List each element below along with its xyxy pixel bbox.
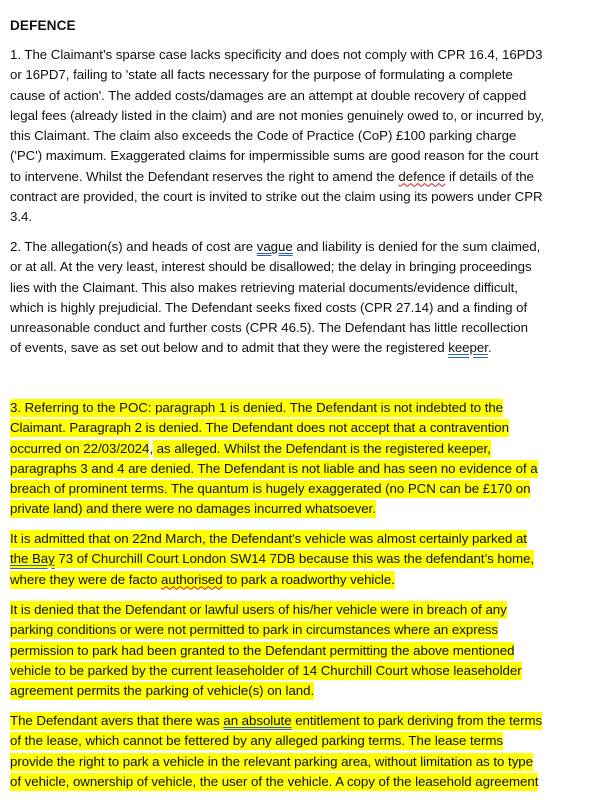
paragraph-line [10,731,595,751]
highlighted-text: It is admitted that on 22nd March, the Defendant's vehicle was almost certainly parked at [10,531,527,546]
paragraph-line [10,529,595,549]
highlighted-text: paragraphs 3 and 4 are denied. The Defendant is not liable and has seen no evidence of a [10,460,538,476]
highlighted-text: 3. Referring to the POC: paragraph 1 is denied. The Defendant is not indebted to the [10,400,504,415]
paragraph-line: contract are provided, the court is invited to strike out the claim using its powers under CPR [10,188,543,204]
paragraph-line: cause of action'. The added costs/damages are an attempt at double recovery of capped [10,87,527,103]
paragraph-line [10,711,595,731]
paragraph-line [10,237,595,257]
highlighted-text: as alleged. Whilst the Defendant is the registered keeper, [153,440,491,456]
paragraph-line [10,338,595,358]
paragraph-line [10,661,595,681]
highlighted-text: It is denied that the Defendant or lawful users of his/her vehicle were in breach of any [10,602,507,617]
paragraph-line: lies with the Claimant. This also makes retrieving material documents/evidence difficult, [10,279,518,295]
highlighted-text: of vehicle, ownership of vehicle, the user of the vehicle. A copy of the leasehold agreement [10,773,539,789]
text-run: 73 of Churchill Court London SW14 7DB because this was the defendant’s home, [54,551,535,567]
paragraph-line: 3.4. [10,209,32,224]
text-run: of events, save as set out below and to admit that they were the registered [10,340,449,356]
highlighted-text: agreement permits the parking of vehicle(s) on land. [10,683,315,698]
paragraph-line [10,681,595,701]
text-run: entitlement to park deriving from the terms [291,713,543,728]
highlighted-text: breach of prominent terms. The quantum is hugely exaggerated (no PCN can be £170 on [10,481,531,496]
highlighted-text: private land) and there were no damages incurred whatsoever. [10,501,376,517]
paragraph-line [10,570,595,590]
text-run: where they were de facto [10,571,162,587]
paragraph-line: unreasonable conduct and further costs (CPR 46.5). The Defendant has little recollection [10,320,528,335]
paragraph-line: 1. The Claimant’s sparse case lacks specificity and does not comply with CPR 16.4, 16PD3 [10,47,543,62]
text-run: The Defendant avers that there was [10,713,224,728]
paragraph-line [10,167,595,187]
highlighted-text: Claimant. Paragraph 2 is denied. The Defendant does not accept that a contravention [10,420,509,436]
highlighted-text: provide the right to park a vehicle in the relevant parking area, without limitation as to type [10,753,533,769]
paragraph-line [10,600,595,620]
grammar-flagged-word[interactable]: the Bay [10,551,55,567]
spelling-flagged-word[interactable]: authorised [161,571,223,587]
text-run: and liability is denied for the sum claimed, [292,239,541,254]
paragraph-line: this Claimant. The claim also exceeds the Code of Practice (CoP) £100 parking charge [10,128,517,143]
paragraph-line: ('PC') maximum. Exaggerated claims for impermissible sums are good reason for the court [10,148,539,164]
paragraph-4-highlighted [10,529,595,590]
paragraph-line: legal fees (already listed in the claim) and are not monies genuinely owed to, or incurred by, [10,107,544,123]
paragraph-line: or 16PD7, failing to 'state all facts necessary for the purpose of formulating a complete [10,67,513,83]
paragraph-5-highlighted [10,600,595,701]
text-run: to park a roadworthy vehicle. [222,571,395,587]
paragraph-line [10,499,595,519]
paragraph-line [10,549,595,569]
paragraph-2 [10,237,595,359]
paragraph-line [10,479,595,499]
paragraph-6-highlighted [10,711,595,792]
paragraph-1 [10,45,595,227]
grammar-flagged-word[interactable]: vague [256,239,293,254]
highlighted-text [10,550,534,568]
paragraph-line [10,398,595,418]
text-run: . [487,340,492,356]
spelling-flagged-word[interactable]: defence [398,168,446,184]
highlighted-text: permission to park had been granted to the Defendant permitting the above mentioned [10,642,515,658]
highlighted-text: parking conditions or were not permitted to park in circumstances where an express [10,622,499,638]
text-run: to intervene. Whilst the Defendant reserves the right to amend the [10,168,399,184]
text-run: if details of the [445,168,534,184]
grammar-flagged-word[interactable]: an absolute [223,713,292,728]
paragraph-line: or at all. At the very least, interest should be disallowed; the delay in bringing proceedings [10,259,532,275]
paragraph-line [10,459,595,479]
paragraph-line [10,641,595,661]
paragraph-line: which is highly prejudicial. The Defendant seeks fixed costs (CPR 27.14) and a finding of [10,299,528,315]
paragraph-line [10,439,595,459]
highlighted-text [10,571,395,589]
highlighted-text: of the lease, which cannot be fettered by any alleged parking terms. The lease terms [10,733,503,749]
paragraph-line [10,772,595,792]
paragraph-line [10,418,595,438]
text-run: , [149,440,154,456]
paragraph-line [10,752,595,772]
text-run: 2. The allegation(s) and heads of cost are [10,239,257,254]
paragraph-line [10,620,595,640]
grammar-flagged-word[interactable]: keeper [448,340,488,356]
highlighted-text: occurred on 22/03/2024 [10,440,150,456]
highlighted-text [10,712,542,730]
paragraph-3-highlighted [10,398,595,520]
document-heading: DEFENCE [10,18,76,33]
highlighted-text: vehicle to be parked by the current leaseholder of 14 Churchill Court whose leaseholder [10,662,522,678]
